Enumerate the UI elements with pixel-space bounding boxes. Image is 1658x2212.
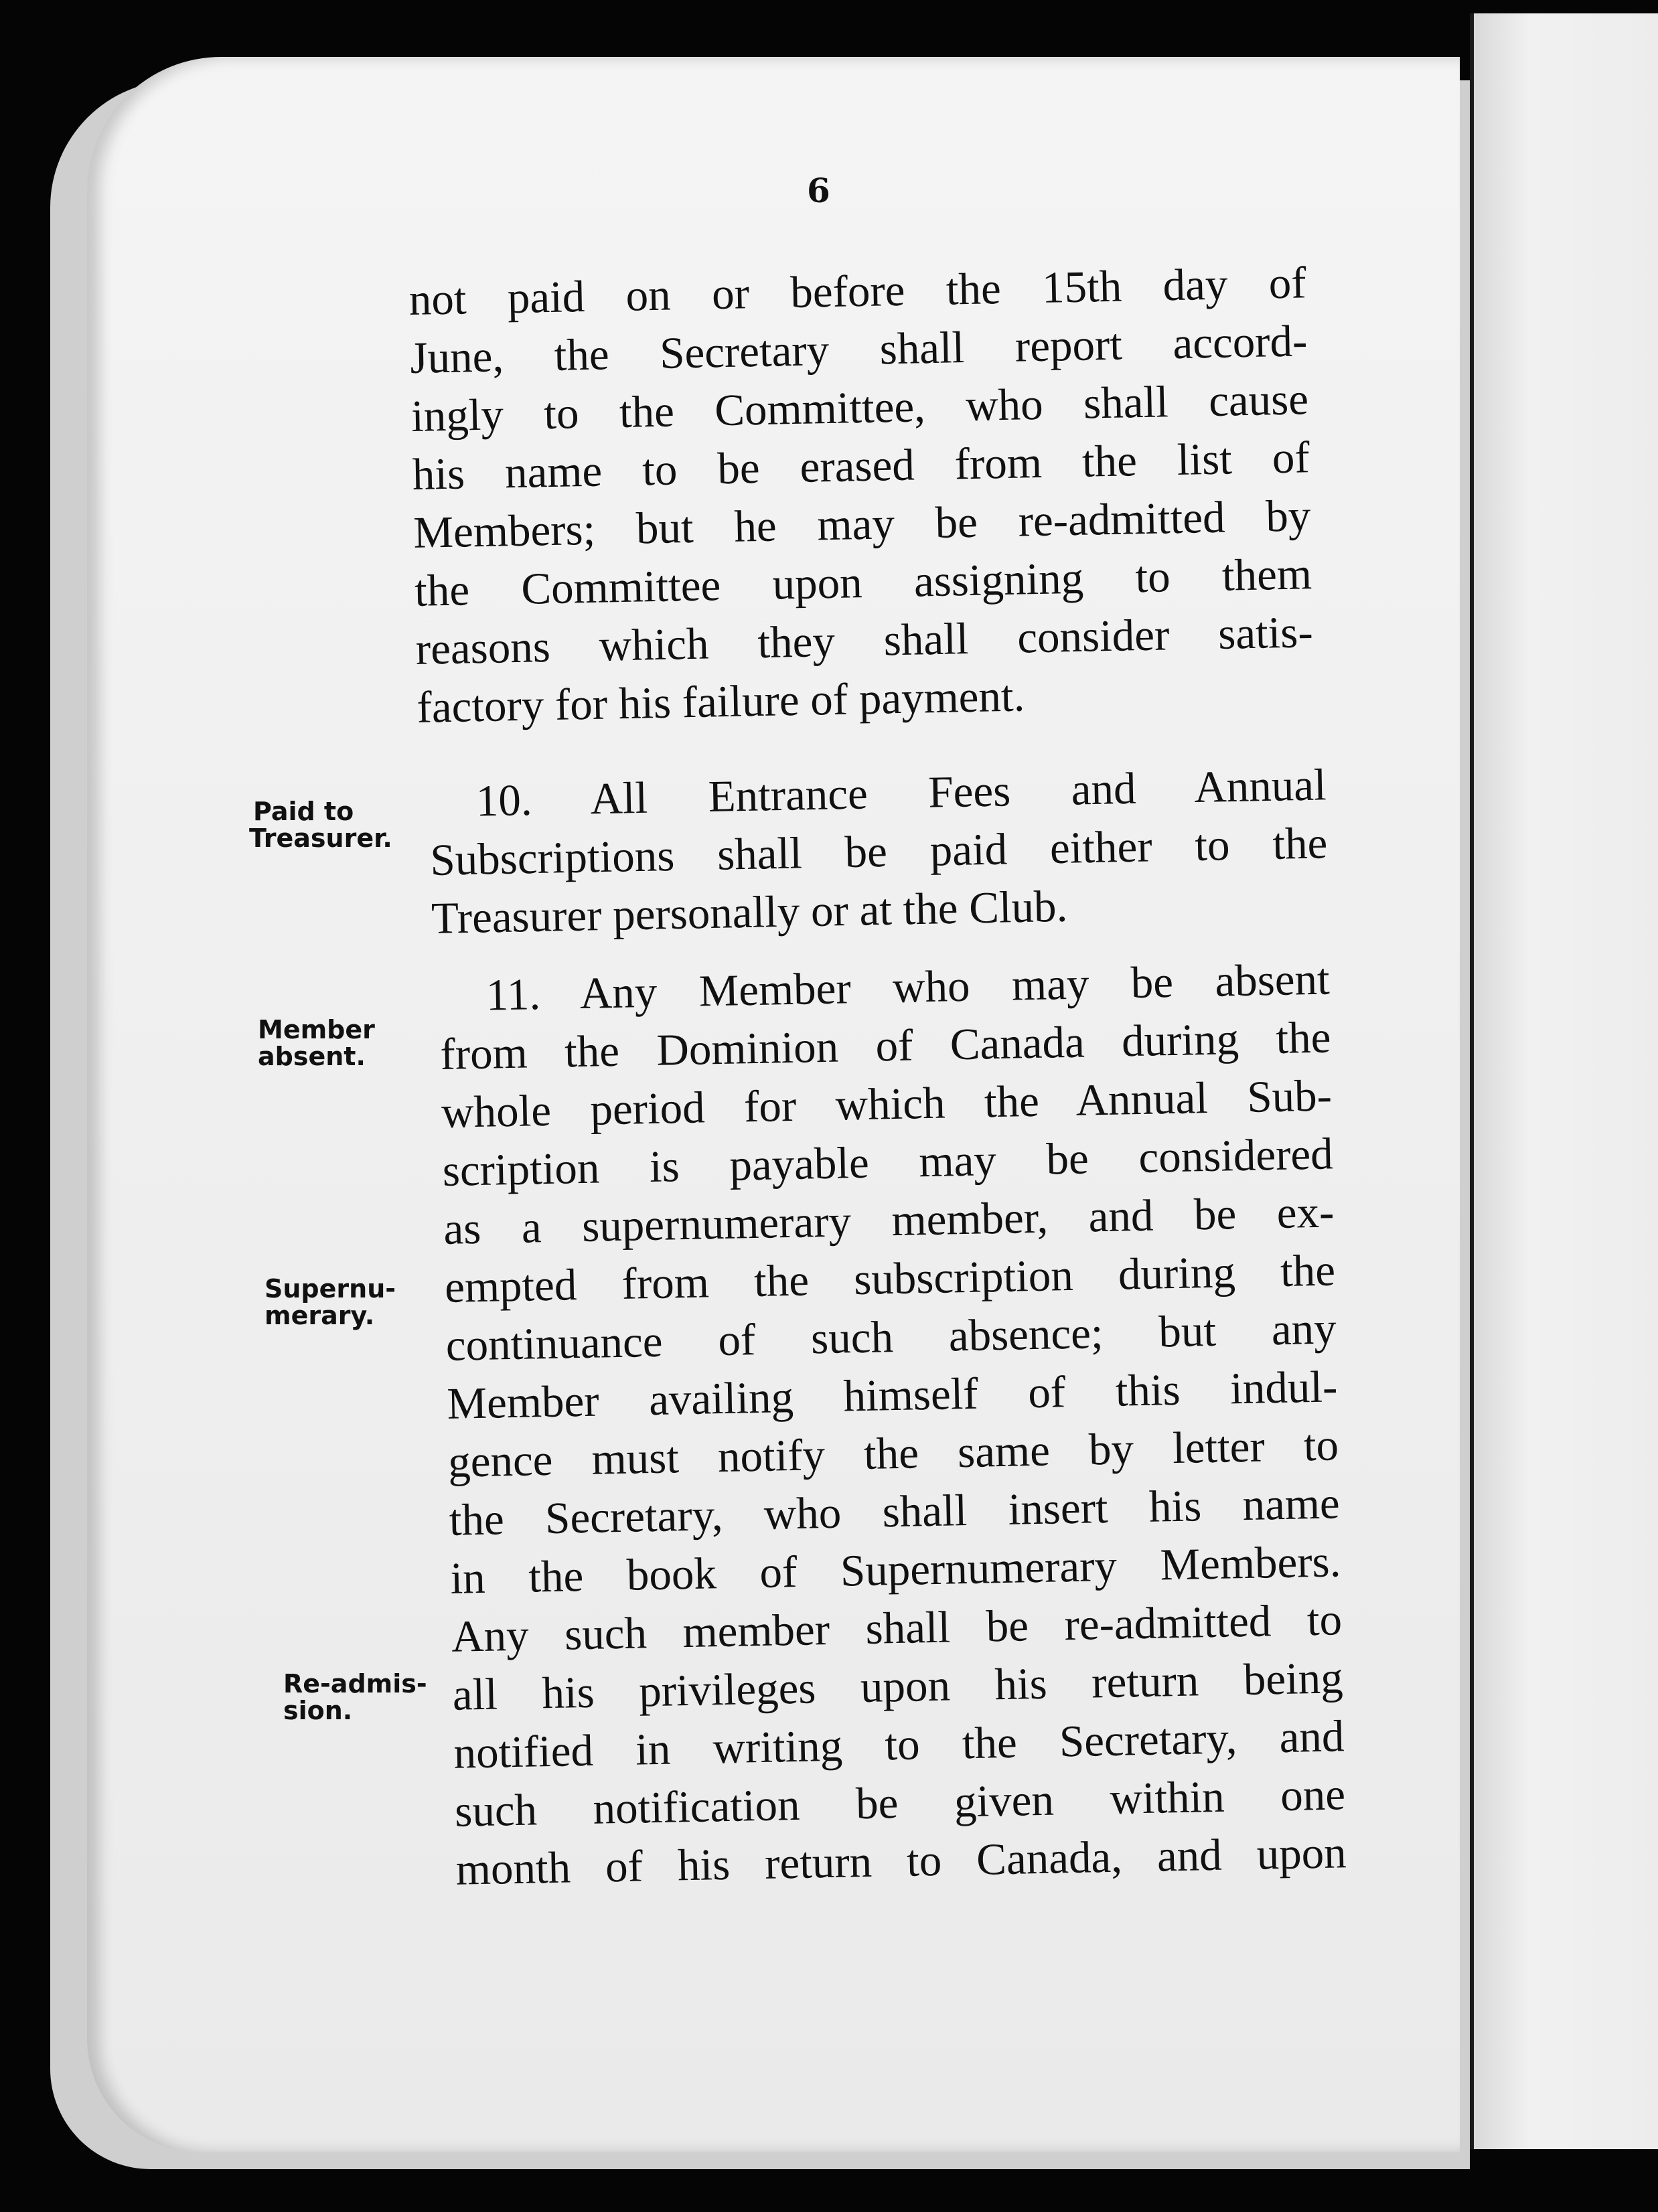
text-line: June, the Secretary shall report accord- (409, 316, 1308, 383)
text-line: whole period for which the Annual Sub- (441, 1071, 1333, 1137)
text-line: the Secretary, who shall insert his name (449, 1478, 1341, 1545)
paragraph-rule-11 (439, 950, 1347, 1899)
text-line: empted from the subscription during the (444, 1245, 1336, 1312)
text-line: in the book of Supernumerary Members. (449, 1536, 1341, 1603)
margin-note-supernumerary (265, 1275, 396, 1329)
text-line: his name to be erased from the list of (412, 432, 1310, 499)
text-line: notified in writing to the Secretary, and (453, 1711, 1345, 1778)
text-line: 10. All Entrance Fees and Annual (475, 760, 1327, 826)
text-line: Members; but he may be re-admitted by (412, 491, 1311, 558)
text-line: Member availing himself of this indul- (446, 1362, 1338, 1429)
margin-note-line: absent. (258, 1042, 366, 1071)
margin-note-line: Paid to (253, 797, 354, 826)
text-line: continuance of such absence; but any (445, 1304, 1337, 1370)
text-line: ingly to the Committee, who shall cause (410, 374, 1309, 441)
text-line: 11. Any Member who may be absent (485, 954, 1331, 1020)
page-number: 6 (807, 171, 830, 210)
margin-note-member-absent (258, 1016, 375, 1070)
adjacent-page (1470, 13, 1658, 2149)
text-line: reasons which they shall consider satis- (415, 607, 1314, 674)
paragraph-rule-10 (429, 756, 1329, 948)
margin-note-line: Treasurer. (249, 823, 392, 853)
text-line: Subscriptions shall be paid either to the (429, 818, 1328, 885)
text-line: gence must notify the same by letter to (447, 1420, 1339, 1487)
text-line: not paid on or before the 15th day of (408, 258, 1307, 325)
text-line: from the Dominion of Canada during the (439, 1012, 1331, 1079)
margin-note-paid-to-treasurer (249, 798, 392, 852)
text-line: all his privileges upon his return being (452, 1653, 1344, 1720)
paragraph-continuation (408, 254, 1314, 737)
text-line: Treasurer personally or at the Club. (431, 881, 1068, 943)
text-line: the Committee upon assigning to them (414, 549, 1312, 616)
margin-note-re-admission (283, 1670, 427, 1724)
margin-note-line: Member (258, 1015, 375, 1044)
margin-note-line: Re-admis- (283, 1669, 427, 1698)
text-line: month of his return to Canada, and upon (455, 1828, 1347, 1895)
margin-note-line: sion. (283, 1696, 353, 1725)
text-line: Any such member shall be re-admitted to (451, 1595, 1343, 1662)
text-line: as a supernumerary member, and be ex- (443, 1187, 1335, 1254)
margin-note-line: merary. (265, 1301, 375, 1330)
text-line: factory for his failure of payment. (416, 671, 1025, 732)
text-line: such notification be given within one (454, 1769, 1346, 1836)
text-line: scription is payable may be considered (442, 1129, 1334, 1196)
margin-note-line: Supernu- (265, 1274, 396, 1304)
